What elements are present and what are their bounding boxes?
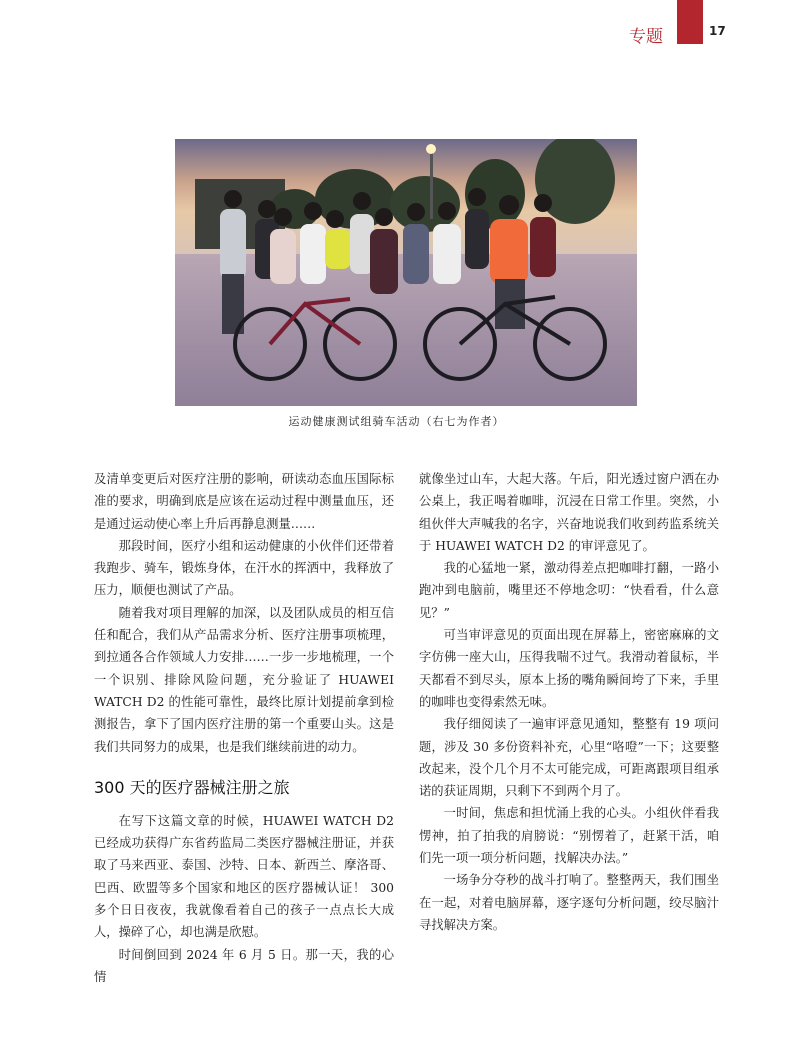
right-column xyxy=(419,468,719,936)
paragraph: 那段时间，医疗小组和运动健康的小伙伴们还带着我跑步、骑车，锻炼身体，在汗水的挥洒中，我释放了压力，顺便也测试了产品。 xyxy=(94,538,394,598)
paragraph: 就像坐过山车，大起大落。午后，阳光透过窗户洒在办公桌上，我正喝着咖啡，沉浸在日常工作里。突然，小组伙伴大声喊我的名字，兴奋地说我们收到药监系统关于 HUAWEI WATCH D2 的审评意见了。 xyxy=(419,472,719,553)
left-column xyxy=(94,468,394,988)
paragraph: 随着我对项目理解的加深，以及团队成员的相互信任和配合，我们从产品需求分析、医疗注册事项梳理，到拉通各合作领域人力安排……一步一步地梳理，一个一个识别、排除风险问题，充分验证了 HUAWEI WATCH D2 的性能可靠性，最终比原计划提前拿到检测报告，拿下了国内医疗注册的第一个重要山头。这是我们共同努力的成果，也是我们继续前进的动力。 xyxy=(94,605,394,754)
paragraph: 及清单变更后对医疗注册的影响，研读动态血压国际标准的要求，明确到底是应该在运动过程中测量血压，还是通过运动使心率上升后再静息测量…… xyxy=(94,472,394,531)
header-accent-bar xyxy=(677,0,703,44)
paragraph: 我仔细阅读了一遍审评意见通知，整整有 19 项问题，涉及 30 多份资料补充，心里“咯噔”一下；这要整改起来，没个几个月不太可能完成，可距离跟项目组承诺的获证周期，只剩下不到两个月了。 xyxy=(419,717,719,799)
group-cycling-photo xyxy=(175,139,637,406)
paragraph: 我的心猛地一紧，激动得差点把咖啡打翻，一路小跑冲到电脑前，嘴里还不停地念叨：“快看看，什么意见？” xyxy=(419,561,719,620)
paragraph: 在写下这篇文章的时候，HUAWEI WATCH D2 已经成功获得广东省药监局二类医疗器械注册证，并获取了马来西亚、泰国、沙特、日本、新西兰、摩洛哥、巴西、欧盟等多个国家和地区的医疗器械认证！ 300 多个日日夜夜，我就像看着自己的孩子一点点长大成人，操碎了心，却也满是欣慰。 xyxy=(94,813,394,940)
paragraph: 可当审评意见的页面出现在屏幕上，密密麻麻的文字仿佛一座大山，压得我喘不过气。我滑动着鼠标，半天都看不到尽头，原本上扬的嘴角瞬间垮了下来，手里的咖啡也变得索然无味。 xyxy=(419,628,719,709)
paragraph: 一时间，焦虑和担忧涌上我的心头。小组伙伴看我愣神，拍了拍我的肩膀说：“别愣着了，赶紧干活，咱们先一项一项分析问题，找解决办法。” xyxy=(419,806,719,866)
section-label: 专题 xyxy=(629,27,663,47)
page-number: 17 xyxy=(709,24,726,38)
section-heading: 300 天的医疗器械注册之旅 xyxy=(94,777,290,797)
photo-caption: 运动健康测试组骑车活动（右七为作者） xyxy=(288,415,505,428)
paragraph: 时间倒回到 2024 年 6 月 5 日。那一天，我的心情 xyxy=(94,947,394,984)
paragraph: 一场争分夺秒的战斗打响了。整整两天，我们围坐在一起，对着电脑屏幕，逐字逐句分析问题，绞尽脑汁寻找解决方案。 xyxy=(419,873,719,932)
